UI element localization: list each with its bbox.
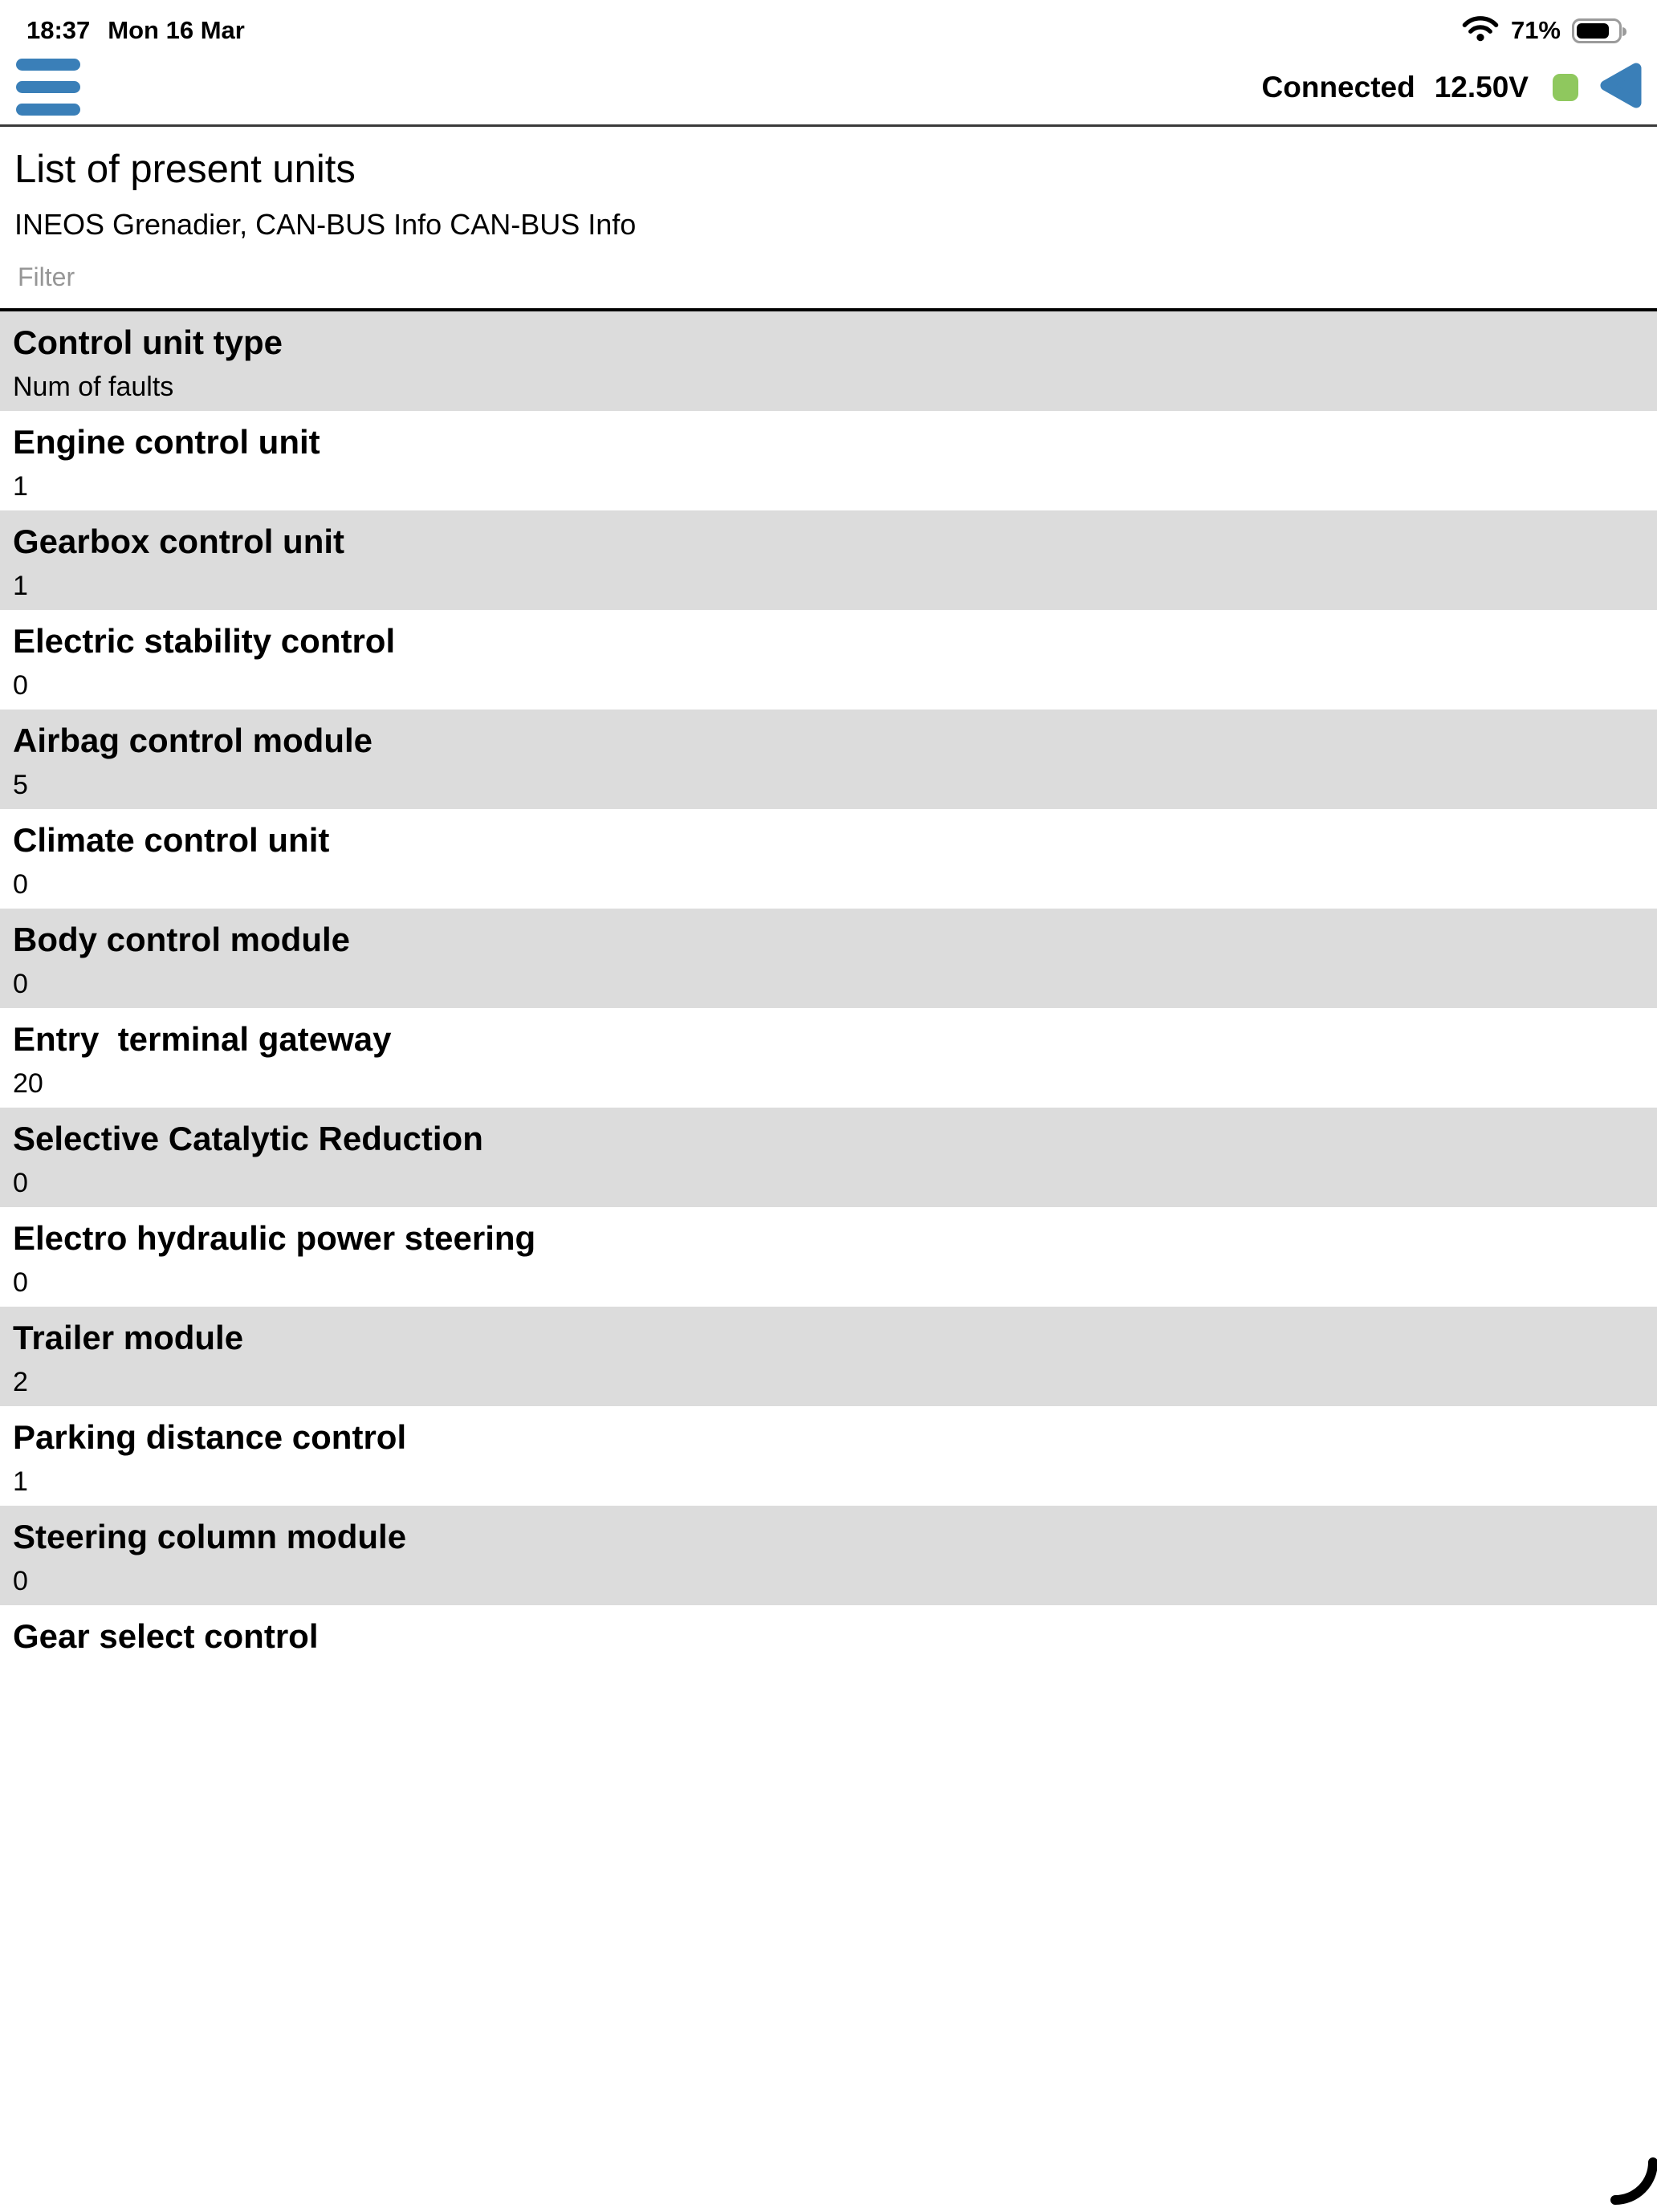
unit-fault-count: 1 bbox=[13, 471, 28, 502]
unit-fault-count: 0 bbox=[13, 670, 28, 701]
collapse-left-triangle-icon[interactable] bbox=[1596, 60, 1643, 115]
hamburger-menu-icon bbox=[16, 59, 80, 71]
units-table bbox=[0, 308, 1657, 1705]
unit-row[interactable] bbox=[0, 710, 1657, 809]
battery-icon bbox=[1572, 18, 1622, 43]
page-title: List of present units bbox=[14, 148, 356, 191]
unit-row[interactable] bbox=[0, 411, 1657, 510]
unit-name: Steering column module bbox=[13, 1518, 407, 1556]
unit-name: Electric stability control bbox=[13, 622, 396, 661]
filter-input[interactable] bbox=[6, 256, 751, 299]
unit-row[interactable] bbox=[0, 1605, 1657, 1705]
unit-fault-count: 0 bbox=[13, 869, 28, 901]
unit-name: Body control module bbox=[13, 921, 350, 959]
unit-fault-count: 2 bbox=[13, 1367, 28, 1398]
wifi-icon bbox=[1461, 13, 1500, 48]
unit-name: Airbag control module bbox=[13, 722, 373, 760]
unit-row[interactable] bbox=[0, 1207, 1657, 1307]
status-bar bbox=[0, 0, 1657, 50]
connection-indicator-icon bbox=[1553, 74, 1578, 101]
unit-row[interactable] bbox=[0, 610, 1657, 710]
loading-arc-icon bbox=[1574, 2121, 1657, 2212]
table-header-row bbox=[0, 311, 1657, 411]
voltage-value: 12.50V bbox=[1434, 70, 1529, 104]
connection-status: Connected bbox=[1261, 70, 1415, 104]
unit-fault-count: 20 bbox=[13, 1068, 43, 1100]
unit-name: Engine control unit bbox=[13, 423, 320, 462]
unit-row[interactable] bbox=[0, 1008, 1657, 1108]
unit-fault-count: 1 bbox=[13, 571, 28, 602]
date: Mon 16 Mar bbox=[108, 16, 245, 44]
nav-bar bbox=[0, 50, 1657, 127]
page-subtitle: INEOS Grenadier, CAN-BUS Info CAN-BUS Info bbox=[14, 207, 637, 241]
unit-row[interactable] bbox=[0, 909, 1657, 1008]
unit-name: Parking distance control bbox=[13, 1418, 407, 1457]
unit-name: Trailer module bbox=[13, 1319, 244, 1357]
unit-row[interactable] bbox=[0, 1307, 1657, 1406]
battery-percent: 71% bbox=[1510, 16, 1561, 44]
unit-name: Electro hydraulic power steering bbox=[13, 1219, 536, 1258]
unit-name: Gearbox control unit bbox=[13, 523, 345, 561]
column-header-num-faults: Num of faults bbox=[13, 372, 174, 403]
unit-row[interactable] bbox=[0, 1406, 1657, 1506]
unit-name: Selective Catalytic Reduction bbox=[13, 1120, 483, 1158]
unit-name: Entry terminal gateway bbox=[13, 1020, 392, 1059]
unit-fault-count: 0 bbox=[13, 969, 28, 1000]
unit-row[interactable] bbox=[0, 510, 1657, 610]
unit-fault-count: 0 bbox=[13, 1267, 28, 1299]
unit-fault-count: 1 bbox=[13, 1466, 28, 1498]
unit-name: Climate control unit bbox=[13, 821, 330, 860]
unit-name: Gear select control bbox=[13, 1617, 319, 1656]
menu-button[interactable] bbox=[16, 59, 80, 116]
unit-fault-count: 0 bbox=[13, 1168, 28, 1199]
unit-fault-count: 0 bbox=[13, 1566, 28, 1597]
unit-row[interactable] bbox=[0, 1506, 1657, 1605]
unit-fault-count: 5 bbox=[13, 770, 28, 801]
unit-row[interactable] bbox=[0, 809, 1657, 909]
clock: 18:37 bbox=[26, 16, 91, 44]
units-table-body bbox=[0, 411, 1657, 1705]
column-header-unit-type: Control unit type bbox=[13, 323, 283, 362]
unit-row[interactable] bbox=[0, 1108, 1657, 1207]
